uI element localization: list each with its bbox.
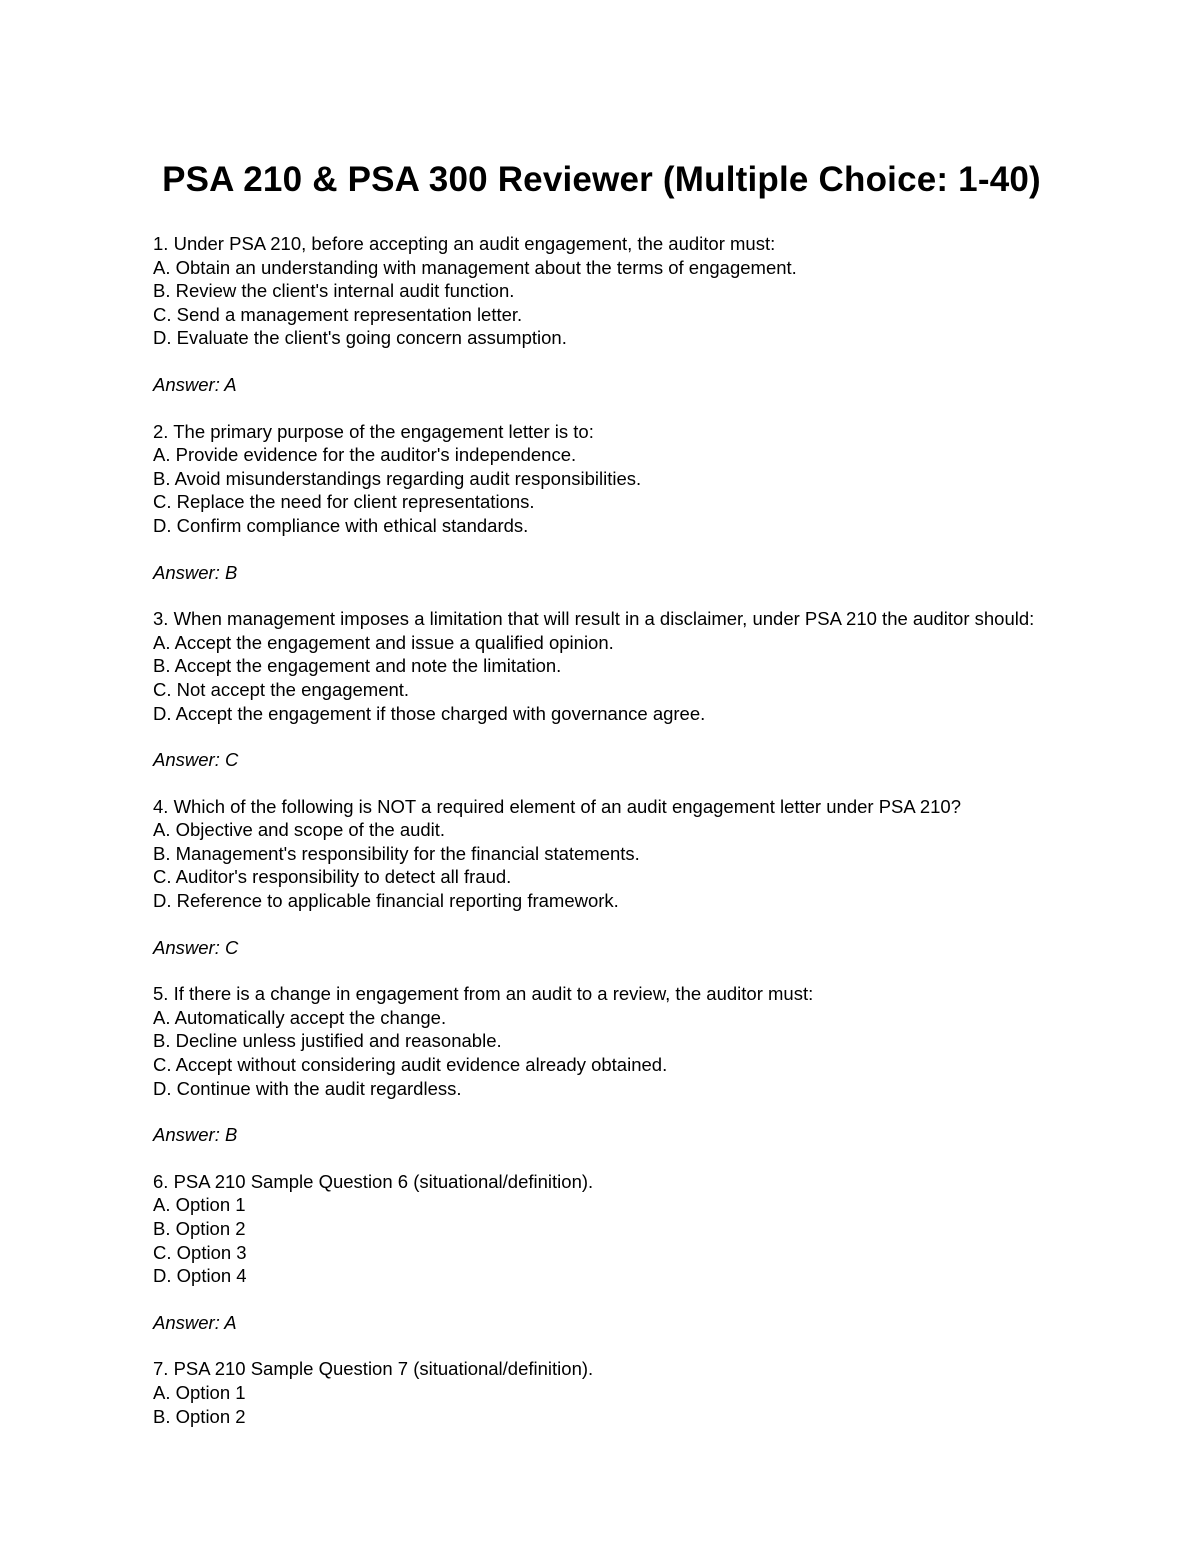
option-a: A. Obtain an understanding with management about the terms of engagement.	[153, 256, 797, 278]
option-d: D. Reference to applicable financial reporting framework.	[153, 890, 619, 912]
option-b: B. Review the client's internal audit function.	[153, 280, 515, 302]
answer-key: Answer: C	[153, 936, 239, 958]
answer-key: Answer: A	[153, 373, 237, 395]
question-stem: When management imposes a limitation that will result in a disclaimer, under PSA 210 the auditor should:	[173, 608, 1035, 630]
question-5	[153, 982, 1050, 1147]
question-number: 6.	[153, 1170, 169, 1192]
option-a: A. Objective and scope of the audit.	[153, 819, 446, 841]
question-1	[153, 232, 1050, 397]
option-b: B. Option 2	[153, 1405, 246, 1427]
question-stem: Under PSA 210, before accepting an audit engagement, the auditor must:	[173, 233, 776, 254]
option-d: D. Option 4	[153, 1265, 247, 1287]
question-text	[153, 232, 1050, 256]
option-a: A. Accept the engagement and issue a qualified opinion.	[153, 631, 614, 653]
question-text	[153, 607, 1050, 631]
option-d: D. Accept the engagement if those charged with governance agree.	[153, 702, 706, 724]
option-b: B. Management's responsibility for the financial statements.	[153, 842, 640, 864]
question-stem: The primary purpose of the engagement letter is to:	[173, 420, 594, 442]
question-2	[153, 420, 1050, 585]
question-text	[153, 1170, 1050, 1194]
question-number: 7.	[153, 1358, 169, 1380]
question-text	[153, 1357, 1050, 1381]
option-c: C. Option 3	[153, 1241, 247, 1263]
question-text	[153, 982, 1050, 1006]
option-a: A. Option 1	[153, 1381, 246, 1403]
question-6	[153, 1170, 1050, 1335]
question-number: 3.	[153, 608, 169, 630]
document-title: PSA 210 & PSA 300 Reviewer (Multiple Choice: 1-40)	[162, 160, 1041, 199]
option-a: A. Provide evidence for the auditor's independence.	[153, 444, 577, 466]
option-c: C. Not accept the engagement.	[153, 678, 410, 700]
answer-key: Answer: C	[153, 749, 239, 771]
question-number: 2.	[153, 420, 169, 442]
question-text	[153, 420, 1050, 444]
question-number: 5.	[153, 983, 169, 1005]
option-c: C. Auditor's responsibility to detect all fraud.	[153, 866, 512, 888]
answer-key: Answer: B	[153, 561, 238, 583]
option-a: A. Automatically accept the change.	[153, 1006, 447, 1028]
option-d: D. Continue with the audit regardless.	[153, 1077, 462, 1099]
option-b: B. Decline unless justified and reasonable.	[153, 1030, 502, 1052]
option-c: C. Accept without considering audit evidence already obtained.	[153, 1054, 668, 1076]
question-stem: If there is a change in engagement from an audit to a review, the auditor must:	[173, 983, 814, 1005]
option-c: C. Replace the need for client representations.	[153, 491, 535, 513]
question-number: 1.	[153, 233, 169, 254]
option-b: B. Accept the engagement and note the limitation.	[153, 655, 562, 677]
question-4	[153, 795, 1050, 960]
option-d: D. Confirm compliance with ethical standards.	[153, 514, 529, 536]
option-a: A. Option 1	[153, 1194, 246, 1216]
option-d: D. Evaluate the client's going concern assumption.	[153, 327, 567, 349]
question-list	[153, 232, 1050, 1428]
question-stem: Which of the following is NOT a required element of an audit engagement letter under PSA 210?	[173, 795, 961, 817]
option-b: B. Option 2	[153, 1218, 246, 1239]
question-7	[153, 1357, 1050, 1428]
question-stem: PSA 210 Sample Question 6 (situational/definition).	[173, 1170, 594, 1192]
answer-key: Answer: B	[153, 1124, 238, 1146]
question-text	[153, 795, 1050, 819]
option-b: B. Avoid misunderstandings regarding audit responsibilities.	[153, 467, 642, 489]
option-c: C. Send a management representation letter.	[153, 303, 523, 325]
question-stem: PSA 210 Sample Question 7 (situational/definition).	[173, 1358, 594, 1380]
question-3	[153, 607, 1050, 772]
question-number: 4.	[153, 795, 169, 817]
answer-key: Answer: A	[153, 1311, 237, 1333]
